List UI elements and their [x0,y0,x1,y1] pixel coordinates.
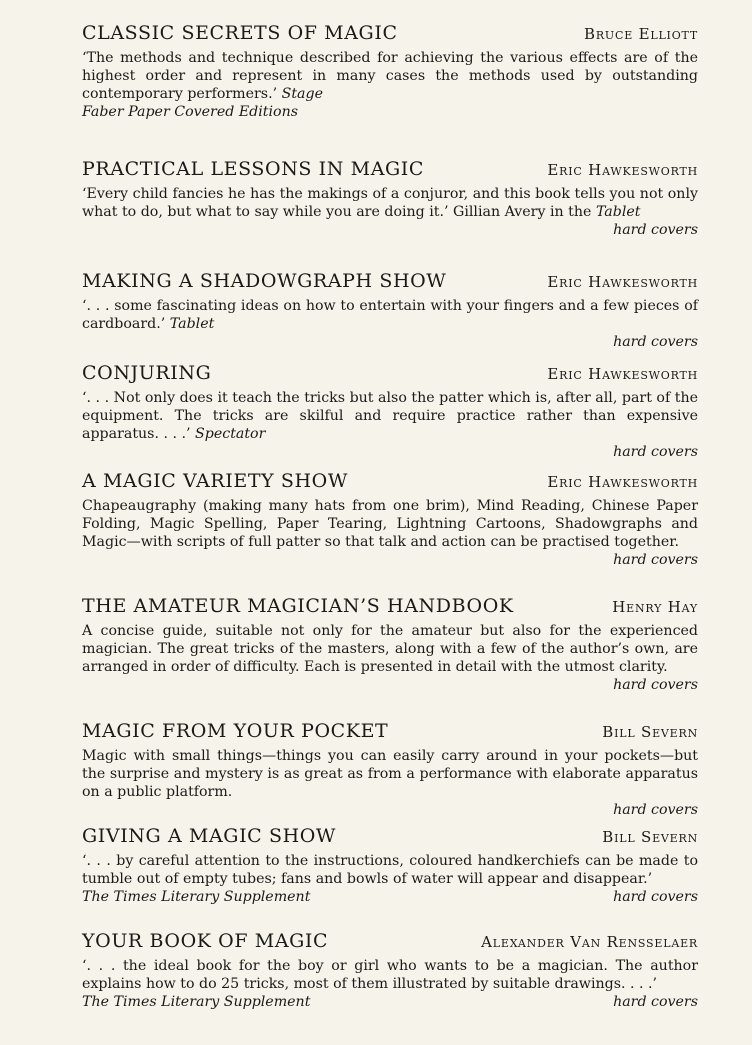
book-binding: hard covers [613,994,698,1010]
review-source: Spectator [195,426,266,442]
book-author: Bill Severn [602,828,698,846]
book-description: A concise guide, suitable not only for the amateur but also for the experienced magician. The great tricks of the masters, along with a few of the author’s own, are arranged in order of difficulty. Each is presented in detail with the utmost clarity. [82,623,698,675]
book-description: Chapeaugraphy (making many hats from one brim), Mind Reading, Chinese Paper Folding, Magic Spelling, Paper Tearing, Lightning Cartoons, Shadowgraphs and Magic—with scripts of full patter so that talk and action can be practised together. [82,498,698,550]
book-entry [82,362,698,461]
book-entry [82,720,698,819]
book-description: ‘. . . some fascinating ideas on how to entertain with your fingers and a few pieces of cardboard.’ Tablet [82,298,698,332]
book-entry [82,930,698,1011]
book-title: MAGIC FROM YOUR POCKET [82,720,389,742]
book-title: GIVING A MAGIC SHOW [82,825,337,847]
review-source: The Times Literary Supplement [82,889,311,905]
book-entry [82,158,698,239]
review-source: The Times Literary Supplement [82,994,311,1010]
book-description: ‘The methods and technique described for achieving the various effects are of the highest order and represent in many cases the methods used by outstanding contemporary performers.’ Stage [82,50,698,102]
book-title: CONJURING [82,362,212,384]
book-author: Eric Hawkesworth [547,365,698,383]
book-title: THE AMATEUR MAGICIAN’S HANDBOOK [82,595,514,617]
book-title: MAKING A SHADOWGRAPH SHOW [82,270,447,292]
book-entry [82,470,698,569]
review-source: Tablet [169,316,215,332]
book-author: Bill Severn [602,723,698,741]
book-title: YOUR BOOK OF MAGIC [82,930,329,952]
book-entry [82,595,698,694]
book-description: ‘. . . by careful attention to the instructions, coloured handkerchiefs can be made to tumble out of empty tubes; fans and bowls of water will appear and disappear.’ [82,853,698,887]
book-author: Henry Hay [612,598,698,616]
book-entry [82,22,698,121]
book-binding: hard covers [613,552,698,568]
book-binding: hard covers [613,889,698,905]
book-author: Eric Hawkesworth [547,273,698,291]
book-author: Alexander Van Rensselaer [481,933,698,951]
book-entry [82,270,698,351]
book-binding: hard covers [613,222,698,238]
book-title: PRACTICAL LESSONS IN MAGIC [82,158,425,180]
book-description: ‘. . . the ideal book for the boy or girl who wants to be a magician. The author explains how to do 25 tricks, most of them illustrated by suitable drawings. . . .’ [82,958,698,992]
book-binding: hard covers [613,802,698,818]
book-author: Bruce Elliott [584,25,698,43]
book-title: A MAGIC VARIETY SHOW [82,470,348,492]
book-entry [82,825,698,906]
book-description: ‘. . . Not only does it teach the tricks but also the patter which is, after all, part of the equipment. The tricks are skilful and require practice rather than expensive apparatus. . . .’ Spectator [82,390,698,442]
book-edition: Faber Paper Covered Editions [82,104,298,120]
book-title: CLASSIC SECRETS OF MAGIC [82,22,398,44]
book-author: Eric Hawkesworth [547,473,698,491]
book-binding: hard covers [613,677,698,693]
book-binding: hard covers [613,334,698,350]
book-binding: hard covers [613,444,698,460]
book-author: Eric Hawkesworth [547,161,698,179]
book-description: ‘Every child fancies he has the makings of a conjuror, and this book tells you not only what to do, but what to say while you are doing it.’ Gillian Avery in the Tablet [82,186,698,220]
review-source: Tablet [595,204,641,220]
book-description: Magic with small things—things you can easily carry around in your pockets—but the surprise and mystery is as great as from a performance with elaborate apparatus on a public platform. [82,748,698,800]
review-source: Stage [281,86,323,102]
